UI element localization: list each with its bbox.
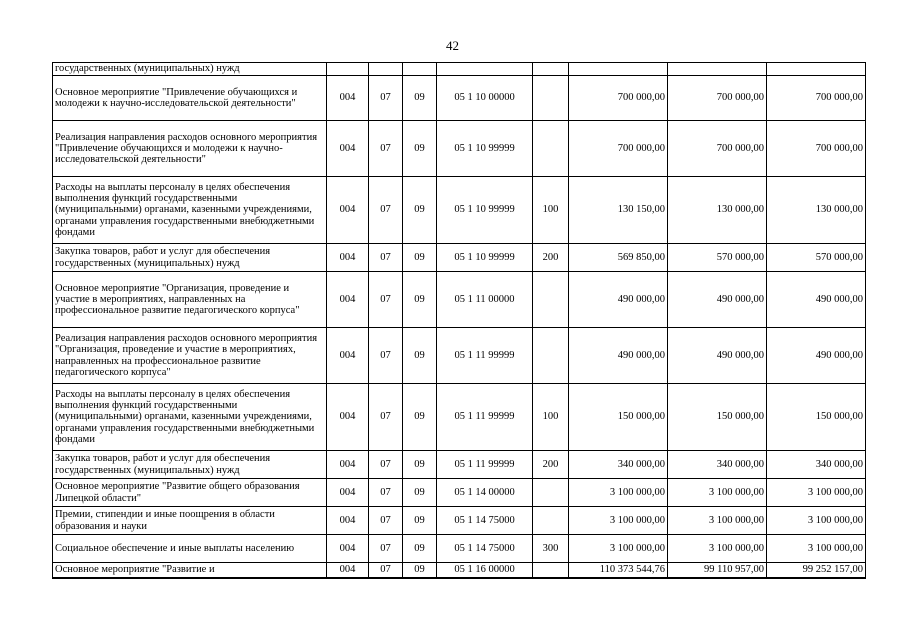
section-code: 07 <box>369 328 403 384</box>
ministry-code: 004 <box>327 328 369 384</box>
table-row <box>53 76 866 121</box>
subsection-code: 09 <box>403 272 437 328</box>
subsection-code <box>403 63 437 76</box>
ministry-code: 004 <box>327 177 369 244</box>
table-row <box>53 384 866 451</box>
section-code: 07 <box>369 563 403 578</box>
expense-type-code <box>533 563 569 578</box>
subsection-code: 09 <box>403 328 437 384</box>
amount-year3: 99 252 157,00 <box>767 563 866 578</box>
table-row <box>53 507 866 535</box>
row-name: Основное мероприятие "Развитие и <box>53 563 327 578</box>
row-name: Закупка товаров, работ и услуг для обеспечения государственных (муниципальных) нужд <box>53 244 327 272</box>
row-name: Основное мероприятие "Организация, проведение и участие в мероприятиях, направленных на профессиональное развитие педагогического корпуса" <box>53 272 327 328</box>
amount-year1: 700 000,00 <box>569 121 668 177</box>
subsection-code: 09 <box>403 244 437 272</box>
amount-year2 <box>668 63 767 76</box>
subsection-code: 09 <box>403 535 437 563</box>
expense-type-code: 100 <box>533 177 569 244</box>
table-row <box>53 535 866 563</box>
expense-type-code <box>533 507 569 535</box>
target-code: 05 1 10 99999 <box>437 121 533 177</box>
table-row <box>53 244 866 272</box>
row-name: Основное мероприятие "Привлечение обучающихся и молодежи к научно-исследовательской деятельности" <box>53 76 327 121</box>
amount-year2: 130 000,00 <box>668 177 767 244</box>
expense-type-code <box>533 63 569 76</box>
section-code: 07 <box>369 507 403 535</box>
target-code <box>437 63 533 76</box>
amount-year3: 490 000,00 <box>767 328 866 384</box>
amount-year3: 3 100 000,00 <box>767 507 866 535</box>
section-code: 07 <box>369 479 403 507</box>
subsection-code: 09 <box>403 121 437 177</box>
subsection-code: 09 <box>403 563 437 578</box>
amount-year1: 150 000,00 <box>569 384 668 451</box>
row-name: Расходы на выплаты персоналу в целях обеспечения выполнения функций государственными (муниципальными) органами, казенными учреждениями, органами управления государственными внебюджетными фондами <box>53 177 327 244</box>
amount-year1: 569 850,00 <box>569 244 668 272</box>
expense-type-code <box>533 328 569 384</box>
amount-year1: 130 150,00 <box>569 177 668 244</box>
table-row <box>53 479 866 507</box>
expense-type-code: 200 <box>533 244 569 272</box>
table-row <box>53 328 866 384</box>
subsection-code: 09 <box>403 507 437 535</box>
table-row <box>53 563 866 578</box>
row-name: Реализация направления расходов основного мероприятия "Организация, проведение и участие в мероприятиях, направленных на профессиональное развитие педагогического корпуса" <box>53 328 327 384</box>
target-code: 05 1 11 99999 <box>437 328 533 384</box>
target-code: 05 1 10 00000 <box>437 76 533 121</box>
expense-type-code <box>533 479 569 507</box>
amount-year1: 490 000,00 <box>569 272 668 328</box>
ministry-code: 004 <box>327 272 369 328</box>
amount-year2: 700 000,00 <box>668 76 767 121</box>
target-code: 05 1 10 99999 <box>437 244 533 272</box>
amount-year3: 570 000,00 <box>767 244 866 272</box>
amount-year2: 150 000,00 <box>668 384 767 451</box>
section-code: 07 <box>369 272 403 328</box>
expense-type-code <box>533 272 569 328</box>
ministry-code: 004 <box>327 384 369 451</box>
amount-year3: 3 100 000,00 <box>767 479 866 507</box>
amount-year3: 340 000,00 <box>767 451 866 479</box>
ministry-code: 004 <box>327 244 369 272</box>
subsection-code: 09 <box>403 177 437 244</box>
target-code: 05 1 16 00000 <box>437 563 533 578</box>
table-row <box>53 63 866 76</box>
amount-year3: 130 000,00 <box>767 177 866 244</box>
subsection-code: 09 <box>403 479 437 507</box>
amount-year3: 3 100 000,00 <box>767 535 866 563</box>
section-code: 07 <box>369 177 403 244</box>
subsection-code: 09 <box>403 76 437 121</box>
amount-year3 <box>767 63 866 76</box>
amount-year1: 3 100 000,00 <box>569 535 668 563</box>
section-code: 07 <box>369 535 403 563</box>
target-code: 05 1 14 75000 <box>437 507 533 535</box>
target-code: 05 1 14 75000 <box>437 535 533 563</box>
amount-year1 <box>569 63 668 76</box>
budget-table <box>52 62 866 579</box>
amount-year2: 570 000,00 <box>668 244 767 272</box>
amount-year1: 700 000,00 <box>569 76 668 121</box>
section-code <box>369 63 403 76</box>
page-number: 42 <box>446 38 459 53</box>
ministry-code: 004 <box>327 535 369 563</box>
amount-year3: 490 000,00 <box>767 272 866 328</box>
ministry-code: 004 <box>327 451 369 479</box>
target-code: 05 1 10 99999 <box>437 177 533 244</box>
ministry-code: 004 <box>327 563 369 578</box>
row-name: Расходы на выплаты персоналу в целях обеспечения выполнения функций государственными (муниципальными) органами, казенными учреждениями, органами управления государственными внебюджетными фондами <box>53 384 327 451</box>
amount-year2: 3 100 000,00 <box>668 535 767 563</box>
ministry-code: 004 <box>327 507 369 535</box>
ministry-code: 004 <box>327 121 369 177</box>
amount-year1: 110 373 544,76 <box>569 563 668 578</box>
target-code: 05 1 14 00000 <box>437 479 533 507</box>
expense-type-code: 200 <box>533 451 569 479</box>
amount-year2: 490 000,00 <box>668 272 767 328</box>
table-row <box>53 177 866 244</box>
section-code: 07 <box>369 121 403 177</box>
section-code: 07 <box>369 451 403 479</box>
amount-year2: 3 100 000,00 <box>668 507 767 535</box>
expense-type-code: 100 <box>533 384 569 451</box>
amount-year2: 3 100 000,00 <box>668 479 767 507</box>
ministry-code <box>327 63 369 76</box>
amount-year3: 700 000,00 <box>767 121 866 177</box>
expense-type-code: 300 <box>533 535 569 563</box>
target-code: 05 1 11 00000 <box>437 272 533 328</box>
amount-year2: 490 000,00 <box>668 328 767 384</box>
amount-year1: 3 100 000,00 <box>569 507 668 535</box>
table-row <box>53 121 866 177</box>
amount-year1: 340 000,00 <box>569 451 668 479</box>
section-code: 07 <box>369 76 403 121</box>
row-name: государственных (муниципальных) нужд <box>53 63 327 76</box>
amount-year3: 150 000,00 <box>767 384 866 451</box>
subsection-code: 09 <box>403 384 437 451</box>
amount-year1: 3 100 000,00 <box>569 479 668 507</box>
row-name: Основное мероприятие "Развитие общего образования Липецкой области" <box>53 479 327 507</box>
amount-year1: 490 000,00 <box>569 328 668 384</box>
row-name: Реализация направления расходов основного мероприятия "Привлечение обучающихся и молодежи к научно-исследовательской деятельности" <box>53 121 327 177</box>
section-code: 07 <box>369 384 403 451</box>
table-row <box>53 451 866 479</box>
ministry-code: 004 <box>327 76 369 121</box>
expense-type-code <box>533 76 569 121</box>
row-name: Премии, стипендии и иные поощрения в области образования и науки <box>53 507 327 535</box>
target-code: 05 1 11 99999 <box>437 384 533 451</box>
amount-year2: 340 000,00 <box>668 451 767 479</box>
row-name: Социальное обеспечение и иные выплаты населению <box>53 535 327 563</box>
row-name: Закупка товаров, работ и услуг для обеспечения государственных (муниципальных) нужд <box>53 451 327 479</box>
ministry-code: 004 <box>327 479 369 507</box>
table-row <box>53 272 866 328</box>
section-code: 07 <box>369 244 403 272</box>
amount-year2: 99 110 957,00 <box>668 563 767 578</box>
subsection-code: 09 <box>403 451 437 479</box>
amount-year2: 700 000,00 <box>668 121 767 177</box>
target-code: 05 1 11 99999 <box>437 451 533 479</box>
expense-type-code <box>533 121 569 177</box>
amount-year3: 700 000,00 <box>767 76 866 121</box>
